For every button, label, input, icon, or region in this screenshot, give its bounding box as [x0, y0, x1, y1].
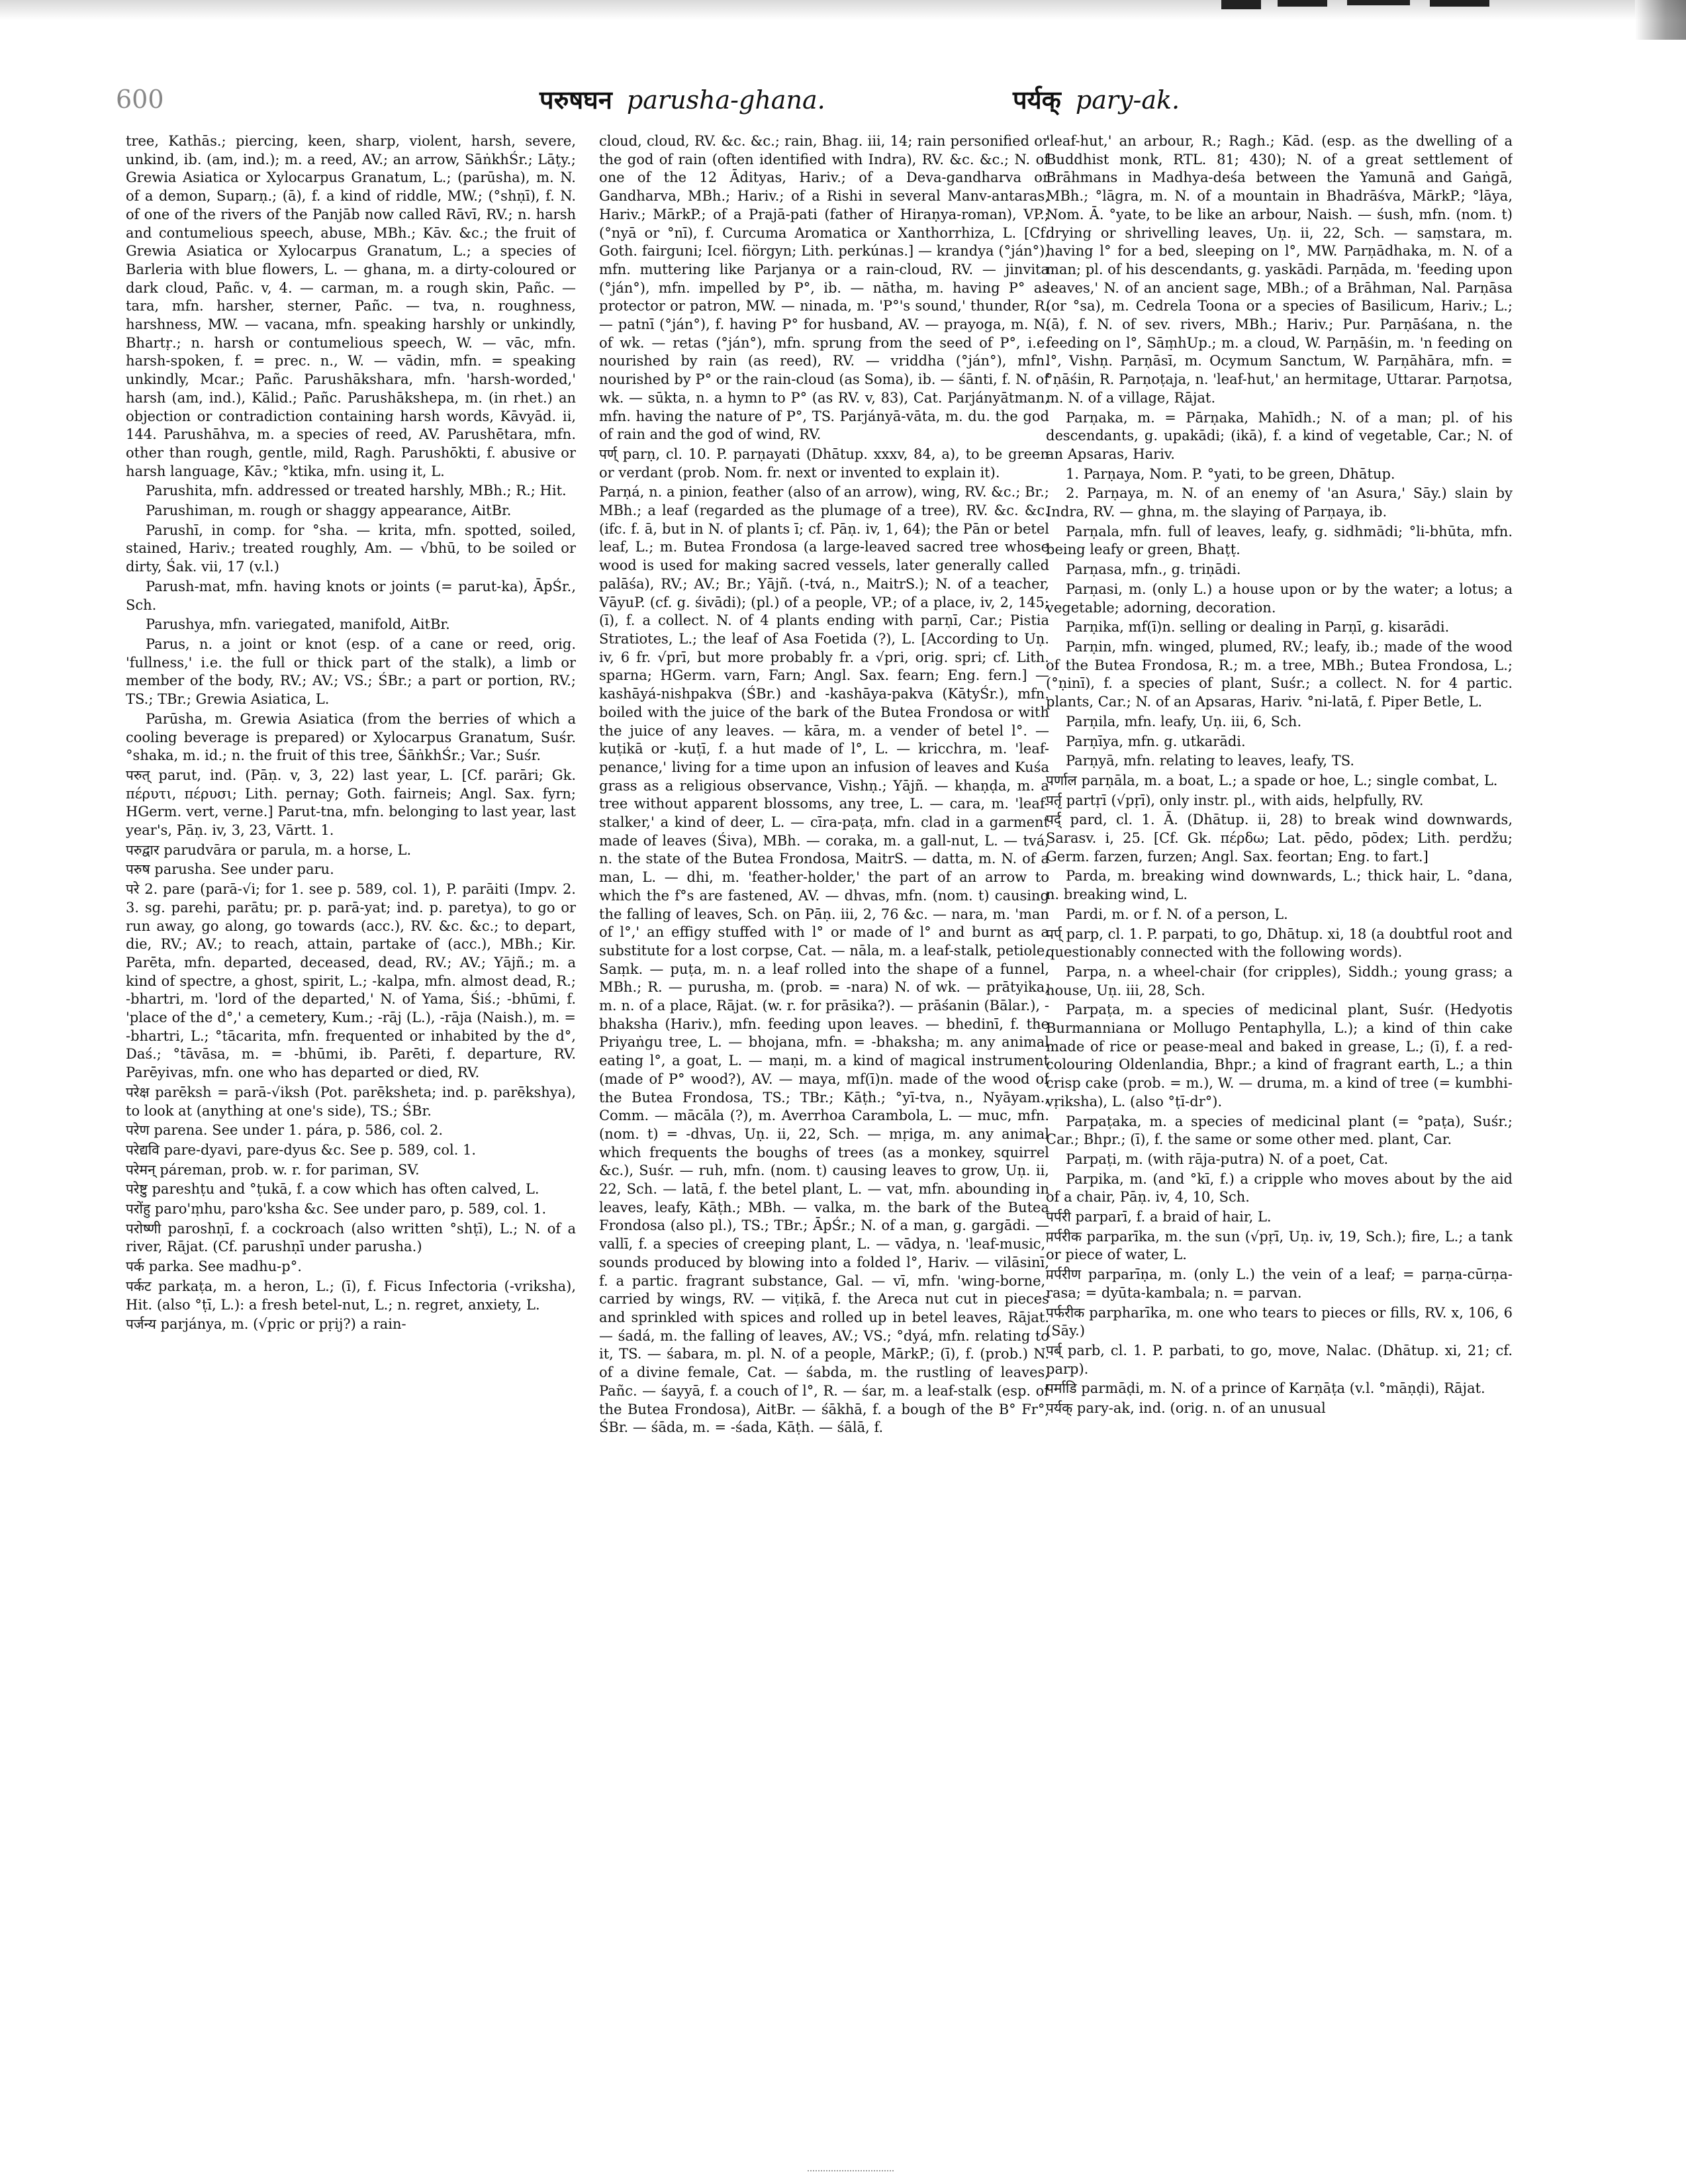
dictionary-entry: Parpaṭa, m. a species of medicinal plant, Suśr. (Hedyotis Burmanniana or Mollugo Pentaphylla, L.); a kind of thin cake made of rice or pease-meal and baked in grease, L.; (ī), f. a red-colouring Oldenlandia, Bhpr.; a kind of fragrant earth, L.; a thin crisp cake (prob. = m.), W. — druma, m. a kind of tree (= kumbhi-vṛiksha), L. (also °ṭī-dr°). — [1046, 1002, 1513, 1110]
scan-edge-shadow — [1635, 0, 1686, 40]
dictionary-entry: cloud, cloud, RV. &c. &c.; rain, Bhag. iii, 14; rain personified or the god of rain (often identified with Indra), RV. &c. &c.; N. of one of the 12 Ādityas, Hariv.; of a Deva-gandharva or Gandharva, MBh.; Hariv.; of a Rishi in several Manv-antaras, Hariv.; MārkP.; of a Prajā-pati (father of Hiraṇya-roman), VP.; (°nyā or °nī), f. Curcuma Aromatica or Xanthorrhiza, L. [Cf. Goth. fairguni; Icel. fiörgyn; Lith. perkúnas.] — krandya (°ján°), mfn. muttering like Parjanya or a rain-cloud, RV. — jinvita (°ján°), mfn. impelled by P°, ib. — nātha, m. having P° as protector or patron, MW. — ninada, m. 'P°'s sound,' thunder, R. — patnī (°ján°), f. having P° for husband, AV. — prayoga, m. N. of wk. — retas (°ján°), mfn. sprung from the seed of P°, i.e. nourished by rain (as reed), RV. — vriddha (°ján°), mfn. nourished by P° or the rain-cloud (as Soma), ib. — śānti, f. N. of wk. — sūkta, n. a hymn to P° (as RV. v, 83), Cat. Parjányātman, mfn. having the nature of P°, TS. Parjányā-vāta, m. du. the god of rain and the god of wind, RV. — [599, 133, 1049, 443]
dictionary-entry: Parṇasa, mfn., g. triṇādi. — [1066, 561, 1241, 578]
dictionary-entry: परोंहु paro'ṃhu, paro'ksha &c. See under paro, p. 589, col. 1. — [126, 1201, 547, 1217]
dictionary-entry: tree, Kathās.; piercing, keen, sharp, violent, harsh, severe, unkind, ib. (am, ind.); m. a reed, AV.; an arrow, SāṅkhŚr.; Lāṭy.; Grewia Asiatica or Xylocarpus Granatum, L.; (parūsha), m. N. of a demon, Suparṇ.; (ā), f. a kind of riddle, MW.; (°shṇī), f. N. of one of the rivers of the Panjāb now called Rāvī, RV.; n. harsh and contumelious speech, abuse, MBh.; Kāv. &c.; the fruit of Grewia Asiatica or Xylocarpus Granatum, L.; a species of Barleria with blue flowers, L. — ghana, m. a dirty-coloured or dark cloud, Pañc. v, 4. — carman, m. a rough skin, Pañc. — tara, mfn. harsher, sterner, Pañc. — tva, n. roughness, harshness, MW. — vacana, mfn. speaking harshly or unkindly, Bhartṛ.; n. harsh or contumelious speech, W. — vāc, mfn. harsh-spoken, f. = prec. n., W. — vādin, mfn. = speaking unkindly, Mcar.; Pañc. Parushākshara, mfn. 'harsh-worded,' harsh (am, ind.), Kālid.; Pañc. Parushākshepa, m. (in rhet.) an objection or contradiction containing harsh words, Kāvyād. ii, 144. Parushāhva, m. a species of reed, AV. Parushētara, mfn. other than rough, gentle, mild, Ragh. Parushōkti, f. abusive or harsh language, Kāv.; °ktika, mfn. using it, L. — [126, 133, 576, 479]
column-3 — [1046, 132, 1513, 2145]
dictionary-entry: परेष्टु pareshṭu and °ṭukā, f. a cow which has often calved, L. — [126, 1181, 539, 1198]
bottom-scan-mark — [808, 2170, 894, 2179]
dictionary-entry: 1. Parṇaya, Nom. P. °yati, to be green, Dhātup. — [1066, 465, 1395, 482]
dictionary-entry: Parṇá, n. a pinion, feather (also of an arrow), wing, RV. &c.; Br.; MBh.; a leaf (regarded as the plumage of a tree), RV. &c. &c. (ifc. f. ā, but in N. of plants ī; cf. Pāṇ. iv, 1, 64); the Pān or betel leaf, L.; m. Butea Frondosa (a large-leaved sacred tree whose wood is used for making sacred vessels, later generally called palāśa), RV.; AV.; Br.; Yājñ. (-tvá, n., MaitrS.); N. of a teacher, VāyuP. (cf. g. śivādi); (pl.) of a people, VP.; of a place, iv, 2, 145; (ī), f. a collect. N. of 4 plants ending with parṇī, Car.; Pistia Stratiotes, L.; the leaf of Asa Foetida (?), L. [According to Uṇ. iv, 6 fr. √prī, but more probably fr. a √pri, orig. spri; cf. Lith. sparna; HGerm. varn, Farn; Angl. Sax. fearn; Eng. fern.] — kashāyá-nishpakva (ŚBr.) and -kashāya-pakva (KātyŚr.), mfn. boiled with the juice of the bark of the Butea Frondosa or with the juice of any leaves. — kāra, m. a vender of betel l°. — kuṭikā or -kuṭī, f. a hut made of l°, L. — kricchra, m. 'leaf-penance,' living for a time upon an infusion of leaves and Kuśa grass as a religious observance, Vishṇ.; Yājñ. — khaṇḍa, m. a tree without apparent blossoms, any tree, L. — cara, m. 'leaf-stalker,' a kind of deer, L. — cīra-paṭa, mfn. clad in a garment made of leaves (Śiva), MBh. — coraka, m. a gall-nut, L. — tvá, n. the state of the Butea Frondosa, MaitrS. — datta, m. N. of a man, L. — dhi, m. 'feather-holder,' the part of an arrow to which the f°s are fastened, AV. — dhvas, mfn. (nom. t) causing the falling of leaves, Sch. on Pāṇ. iii, 2, 76 &c. — nara, m. 'man of l°,' an effigy stuffed with l° or made of l° and burnt as a substitute for a lost corpse, Cat. — nāla, m. a leaf-stalk, petiole, Saṃk. — puṭa, m. n. a leaf rolled into the shape of a funnel, MBh.; R. — purusha, m. (prob. = -nara) N. of wk. — prātyika, m. n. of a place, Rājat. (w. r. for prāsika?). — prāśanin (Bālar.), -bhaksha (Hariv.), mfn. feeding upon leaves. — bhedinī, f. the Priyaṅgu tree, L. — bhojana, mfn. = -bhaksha; m. any animal eating l°, a goat, L. — maṇi, m. a kind of magical instrument (made of P° wood?), AV. — maya, mf(ī)n. made of the wood of the Butea Frondosa, TS.; TBr.; Kāṭh.; °yī-tva, n., Nyāyam., Comm. — mācāla (?), m. Averrhoa Carambola, L. — muc, mfn. (nom. t) = -dhvas, Uṇ. ii, 22, Sch. — mṛiga, m. any animal which frequents the boughs of trees (as a monkey, squirrel &c.), Suśr. — ruh, mfn. (nom. t) causing leaves to grow, Uṇ. ii, 22, Sch. — latā, f. the betel plant, L. — vat, mfn. abounding in leaves, leafy, Kāṭh.; MBh. — valka, m. the bark of the Butea Frondosa (also pl.), TS.; TBr.; ĀpŚr.; N. of a man, g. gargādi. — vallī, f. a species of creeping plant, L. — vādya, n. 'leaf-music,' sounds produced by blowing into a folded l°, Hariv. — vilāsinī, f. a partic. fragrant substance, Gal. — vī, mfn. 'wing-borne,' carried by wings, RV. — viṭikā, f. the Areca nut cut in pieces and sprinkled with spices and rolled up in betel leaves, Rājat. — śadá, m. the falling of leaves, AV.; VS.; °dyá, mfn. relating to it, TS. — śabara, m. pl. N. of a people, MārkP.; (ī), f. (prob.) N. of a divine female, Cat. — śabda, m. the rustling of leaves, Pañc. — śayyā, f. a couch of l°, R. — śar, m. a leaf-stalk (esp. of the Butea Frondosa), AitBr. — śākhā, f. a bough of the B° Fr°, ŚBr. — śāda, m. = -śada, Kāṭh. — śālā, f. — [599, 484, 1049, 1436]
scan-mark — [1430, 0, 1489, 7]
dictionary-entry: Parpika, m. (and °kī, f.) a cripple who moves about by the aid of a chair, Pāṇ. iv, 4, 10, Sch. — [1046, 1170, 1513, 1206]
dictionary-entry: 2. Parṇaya, m. N. of an enemy of 'an Asura,' Sāy.) slain by Indra, RV. — ghna, m. the slaying of Parṇaya, ib. — [1046, 485, 1513, 520]
dictionary-entry: Parda, m. breaking wind downwards, L.; thick hair, L. °dana, n. breaking wind, L. — [1046, 868, 1513, 903]
dictionary-entry: Parushita, mfn. addressed or treated harshly, MBh.; R.; Hit. — [146, 483, 567, 499]
dictionary-entry: Parṇyā, mfn. relating to leaves, leafy, TS. — [1066, 753, 1355, 769]
dictionary-entry: Parṇīya, mfn. g. utkarādi. — [1066, 733, 1246, 749]
scan-mark — [1347, 0, 1410, 5]
dictionary-entry: Parṇala, mfn. full of leaves, leafy, g. sidhmādi; °li-bhūta, mfn. being leafy or green, Bhaṭṭ. — [1046, 523, 1513, 558]
dictionary-entry: Parpa, n. a wheel-chair (for cripples), Siddh.; young grass; a house, Uṇ. iii, 28, Sch. — [1046, 963, 1513, 998]
dictionary-entry: पर्कट parkaṭa, m. a heron, L.; (ī), f. Ficus Infectoria (-vriksha), Hit. (also °ṭī, L.): a fresh betel-nut, L.; n. regret, anxiety, L. — [126, 1278, 576, 1313]
column-2 — [599, 132, 1049, 2145]
dictionary-entry: परुद्वार parudvāra or parula, m. a horse, L. — [126, 841, 412, 858]
right-head-devanagari: पर्यक् — [1013, 85, 1061, 115]
dictionary-entry: Parushiman, m. rough or shaggy appearance, AitBr. — [146, 502, 512, 519]
dictionary-entry: Parṇasi, m. (only L.) a house upon or by the water; a lotus; a vegetable; adorning, decoration. — [1046, 581, 1513, 616]
dictionary-entry: Parṇila, mfn. leafy, Uṇ. iii, 6, Sch. — [1066, 713, 1302, 730]
left-head-roman: parusha-ghana. — [626, 85, 825, 115]
right-running-head — [1013, 82, 1180, 117]
page-header — [116, 79, 1658, 119]
column-1 — [126, 132, 576, 2145]
right-head-roman: pary-ak. — [1075, 85, 1180, 115]
dictionary-entry: पर्परीक parparīka, m. the sun (√pṛī, Uṇ. iv, 19, Sch.); fire, L.; a tank or piece of water, L. — [1046, 1228, 1513, 1263]
dictionary-entry: Parushya, mfn. variegated, manifold, AitBr. — [146, 616, 450, 633]
scan-mark — [1278, 0, 1327, 7]
dictionary-entry: पर्माडि parmāḍi, m. N. of a prince of Karṇāṭa (v.l. °māṇḍi), Rājat. — [1046, 1380, 1485, 1397]
dictionary-entry: Parṇaka, m. = Pārṇaka, Mahīdh.; N. of a man; pl. of his descendants, g. upakādi; (ikā), f. a kind of vegetable, Car.; N. of an Apsaras, Hariv. — [1046, 409, 1513, 462]
dictionary-entry: परेण parena. See under 1. pára, p. 586, col. 2. — [126, 1122, 444, 1139]
dictionary-entry: Pardi, m. or f. N. of a person, L. — [1066, 906, 1288, 922]
dictionary-entry: परुष parusha. See under paru. — [126, 861, 334, 878]
left-running-head — [539, 82, 825, 117]
dictionary-entry: Parūsha, m. Grewia Asiatica (from the berries of which a cooling beverage is prepared) or Xylocarpus Granatum, Suśr. °shaka, m. id.; n. the fruit of this tree, ŚāṅkhŚr.; Var.; Suśr. — [126, 710, 576, 764]
dictionary-entry: Parṇin, mfn. winged, plumed, RV.; leafy, ib.; made of the wood of the Butea Frondosa, R.; m. a tree, MBh.; Butea Frondosa, L.; (°ṇinī), f. a species of plant, Suśr.; a collect. N. for 4 partic. plants, Car.; N. of an Apsaras, Hariv. °ni-latā, f. Piper Betle, L. — [1046, 638, 1513, 710]
dictionary-entry: पर्परीण parparīṇa, m. (only L.) the vein of a leaf; = parṇa-cūrṇa-rasa; = dyūta-kambala; n. = parvan. — [1046, 1266, 1513, 1301]
dictionary-entry: पर्क parka. See madhu-p°. — [126, 1258, 302, 1275]
dictionary-entry: Parush-mat, mfn. having knots or joints (= parut-ka), ĀpŚr., Sch. — [126, 578, 576, 613]
page-number: 600 — [116, 85, 164, 114]
dictionary-entry: Parpaṭaka, m. a species of medicinal plant (= °paṭa), Suśr.; Car.; Bhpr.; (ī), f. the same or some other med. plant, Car. — [1046, 1113, 1513, 1148]
dictionary-entry: परे 2. pare (parā-√i; for 1. see p. 589, col. 1), P. parāiti (Impv. 2. 3. sg. parehi, parātu; pr. p. parā-yat; ind. p. paretya), to go or run away, go along, go towards (acc.), RV. &c. &c.; to depart, die, RV.; AV.; to reach, attain, partake of (acc.), MBh.; Kir. Parēta, mfn. departed, deceased, dead, RV.; AV.; Yājñ.; m. a kind of spectre, a ghost, spirit, L.; -kalpa, mfn. almost dead, R.; -bhartri, m. 'lord of the departed,' N. of Yama, Śiś.; -bhūmi, f. 'place of the d°,' a cemetery, Kum.; -rāj (L.), -rāja (Naish.), m. = -bhartri, L.; °tācarita, mfn. frequented or inhabited by the d°, Daś.; °tāvāsa, m. = -bhūmi, ib. Parēti, f. departure, RV. Parēyivas, mfn. one who has departed or died, RV. — [126, 881, 576, 1081]
dictionary-entry: पर्प् parp, cl. 1. P. parpati, to go, Dhātup. xi, 18 (a doubtful root and questionably connected with the following words). — [1046, 926, 1513, 961]
dictionary-entry: Parushī, in comp. for °sha. — krita, mfn. spotted, soiled, stained, Hariv.; treated roughly, Am. — √bhū, to be soiled or dirty, Śak. vii, 17 (v.l.) — [126, 522, 576, 575]
dictionary-entry: पर्जन्य parjánya, m. (√pṛic or pṛij?) a rain- — [126, 1316, 406, 1333]
scan-mark — [1221, 0, 1261, 9]
dictionary-entry: Parus, n. a joint or knot (esp. of a cane or reed, orig. 'fullness,' i.e. the full or thick part of the stalk), a limb or member of the body, RV.; AV.; VS.; ŚBr.; a part or portion, RV.; TS.; TBr.; Grewia Asiatica, L. — [126, 636, 576, 708]
dictionary-entry: परुत् parut, ind. (Pāṇ. v, 3, 22) last year, L. [Cf. parāri; Gk. πέρυτι, πέρυσι; Lith. pernay; Goth. fairneis; Angl. Sax. fyrn; HGerm. vert, verne.] Parut-tna, mfn. belonging to last year, last year's, Pāṇ. iv, 3, 23, Vārtt. 1. — [126, 767, 576, 839]
left-head-devanagari: परुषघन — [539, 85, 612, 115]
dictionary-entry: Parṇika, mf(ī)n. selling or dealing in Parṇī, g. kisarādi. — [1066, 619, 1450, 636]
dictionary-entry: परोष्णी paroshṇī, f. a cockroach (also written °shṭī), L.; N. of a river, Rājat. (Cf. parushṇī under parusha.) — [126, 1220, 576, 1255]
dictionary-entry: परेद्यवि pare-dyavi, pare-dyus &c. See p. 589, col. 1. — [126, 1141, 477, 1158]
dictionary-entry: पर्णाल parṇāla, m. a boat, L.; a spade or hoe, L.; single combat, L. — [1046, 772, 1498, 788]
dictionary-entry: परेक्ष parēksh = parā-√iksh (Pot. parēksheta; ind. p. parēkshya), to look at (anything at one's side), TS.; ŚBr. — [126, 1084, 576, 1119]
dictionary-entry: 'leaf-hut,' an arbour, R.; Ragh.; Kād. (esp. as the dwelling of a Buddhist monk, RTL. 81; 430); N. of a great settlement of Brāhmans in Madhya-deśa between the Yamunā and Gaṅgā, MBh.; °lāgra, m. N. of a mountain in Bhadrāśva, MārkP.; °lāya, Nom. Ā. °yate, to be like an arbour, Naish. — śush, mfn. (nom. t) drying or shrivelling leaves, Uṇ. ii, 22, Sch. — saṃstara, m. having l° for a bed, sleeping on l°, MW. Parṇādhaka, m. N. of a man; pl. of his descendants, g. yaskādi. Parṇāda, m. 'feeding upon leaves,' N. of an ancient sage, MBh.; of a Brāhman, Nal. Parṇāsa (or °sa), m. Cedrela Toona or a species of Basilicum, Hariv.; L.; (ā), f. N. of sev. rivers, MBh.; Hariv.; Pur. Parṇāśana, n. the feeding on l°, SāṃhUp.; m. a cloud, W. Parṇāśin, m. 'n feeding on l°, Vishṇ. Parṇāsī, m. Ocymum Sanctum, W. Parṇāhāra, mfn. = °ṇāśin, R. Parṇoṭaja, n. 'leaf-hut,' an hermitage, Uttarar. Parṇotsa, m. N. of a village, Rājat. — [1046, 133, 1513, 406]
dictionary-entry: पर्ब् parb, cl. 1. P. parbati, to go, move, Nalac. (Dhātup. xi, 21; cf. parp). — [1046, 1343, 1513, 1377]
dictionary-entry: पर्परी parparī, f. a braid of hair, L. — [1046, 1209, 1272, 1225]
dictionary-entry: पर्फरीक parpharīka, m. one who tears to pieces or fills, RV. x, 106, 6 (Sāy.) — [1046, 1304, 1513, 1339]
dictionary-entry: पर्यक् pary-ak, ind. (orig. n. of an unusual — [1046, 1400, 1326, 1417]
dictionary-entry: पर्ण् parṇ, cl. 10. P. parṇayati (Dhātup. xxxv, 84, a), to be green or verdant (prob. Nom. fr. next or invented to explain it). — [599, 446, 1049, 481]
dictionary-entry: पर्तृ partṛī (√pṛī), only instr. pl., with aids, helpfully, RV. — [1046, 792, 1424, 808]
dictionary-entry: परेमन् páreman, prob. w. r. for pariman, SV. — [126, 1161, 420, 1178]
dictionary-entry: Parpaṭi, m. (with rāja-putra) N. of a poet, Cat. — [1066, 1151, 1389, 1167]
dictionary-entry: पर्द् pard, cl. 1. Ā. (Dhātup. ii, 28) to break wind downwards, Sarasv. i, 25. [Cf. Gk. πέρδω; Lat. pēdo, pōdex; Lith. perdžu; Germ. farzen, furzen; Angl. Sax. feortan; Eng. to fart.] — [1046, 812, 1513, 865]
